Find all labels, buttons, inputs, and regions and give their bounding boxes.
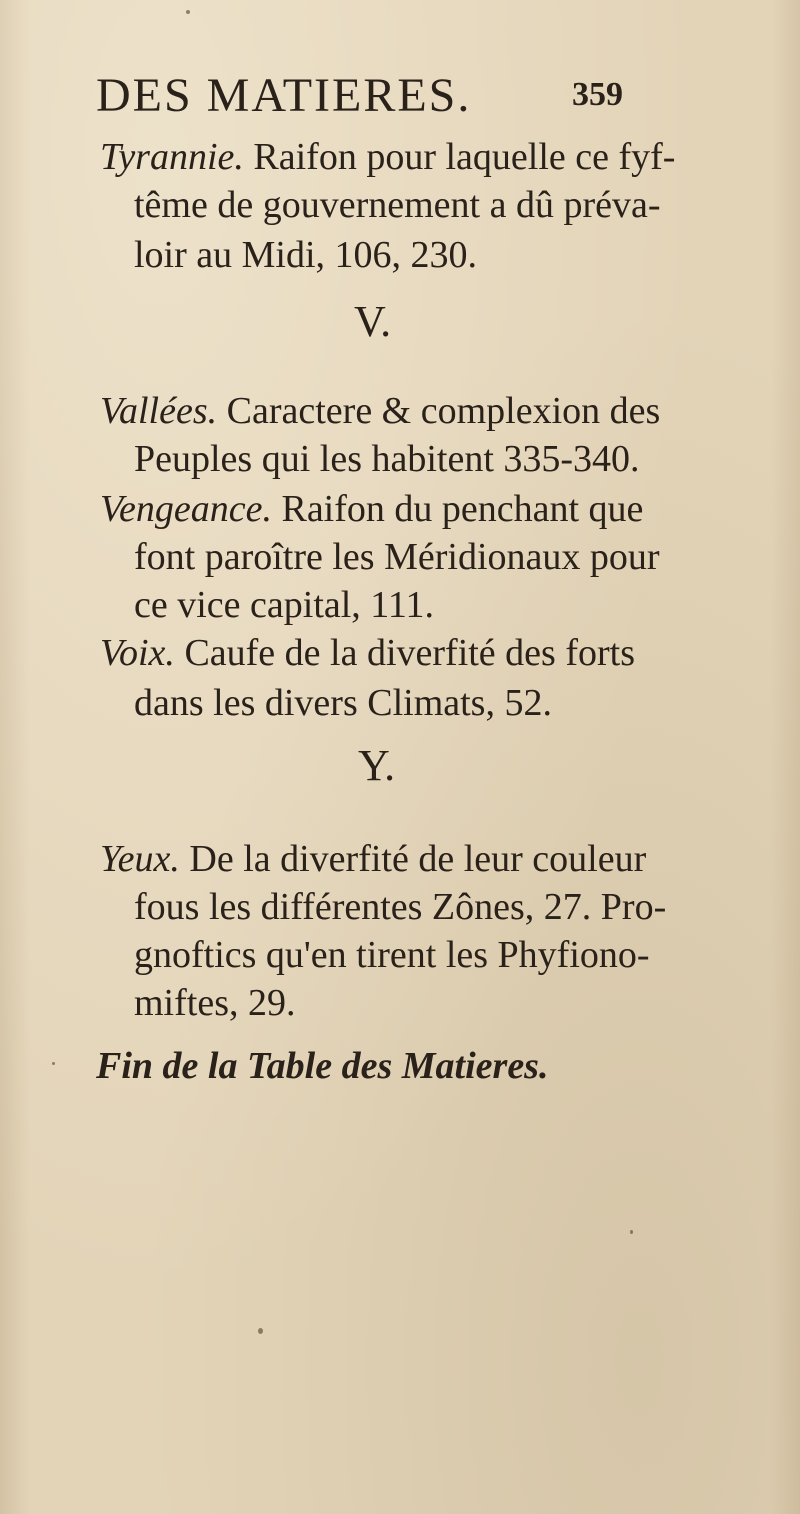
entry-headword: Vallées. — [100, 390, 218, 432]
index-entry-line — [100, 392, 660, 430]
entry-text: miftes, 29. — [134, 982, 296, 1024]
index-entry-line — [134, 684, 552, 722]
index-entry-line — [134, 888, 666, 926]
entry-text: tême de gouvernement a dû préva- — [134, 184, 661, 226]
index-entry-line — [100, 634, 635, 672]
entry-text: Caufe de la diverfité des forts — [174, 632, 635, 674]
entry-headword: Tyrannie. — [100, 136, 244, 178]
entry-text: Raifon du penchant que — [271, 488, 644, 530]
index-entry-line — [134, 538, 660, 576]
entry-headword: Vengeance. — [100, 488, 272, 530]
paper-speck — [258, 1328, 263, 1334]
entry-text: Peuples qui les habitent 335-340. — [134, 438, 640, 480]
index-entry-line — [134, 440, 640, 478]
index-entry-line — [134, 586, 434, 624]
section-letter-heading: Y. — [358, 741, 396, 790]
entry-text: Caractere & complexion des — [217, 390, 661, 432]
entry-text: Raifon pour laquelle ce fyf- — [243, 136, 676, 178]
paper-speck — [52, 1062, 55, 1065]
closing-line: Fin de la Table des Matieres. — [96, 1045, 549, 1087]
index-entry-line — [100, 138, 675, 176]
entry-text: loir au Midi, 106, 230. — [134, 234, 478, 276]
section-letter-heading: V. — [354, 297, 392, 346]
entry-text: De la diverfité de leur couleur — [179, 838, 647, 880]
index-entry-line — [134, 236, 477, 274]
paper-speck — [630, 1230, 633, 1234]
paper-speck — [186, 10, 190, 14]
entry-text: ce vice capital, 111. — [134, 584, 434, 626]
index-entry-line — [100, 840, 646, 878]
entry-text: dans les divers Climats, 52. — [134, 682, 552, 724]
entry-headword: Yeux. — [100, 838, 180, 880]
index-entry-line — [134, 936, 650, 974]
page-heading: DES MATIERES. — [96, 69, 472, 122]
index-entry-line — [134, 984, 295, 1022]
page-number: 359 — [572, 76, 623, 113]
entry-headword: Voix. — [100, 632, 175, 674]
index-entry-line — [100, 490, 643, 528]
entry-text: fous les différentes Zônes, 27. Pro- — [134, 886, 667, 928]
running-header — [96, 68, 696, 128]
entry-text: gnoftics qu'en tirent les Phyfiono- — [134, 934, 650, 976]
index-entry-line — [134, 186, 661, 224]
entry-text: font paroître les Méridionaux pour — [134, 536, 660, 578]
